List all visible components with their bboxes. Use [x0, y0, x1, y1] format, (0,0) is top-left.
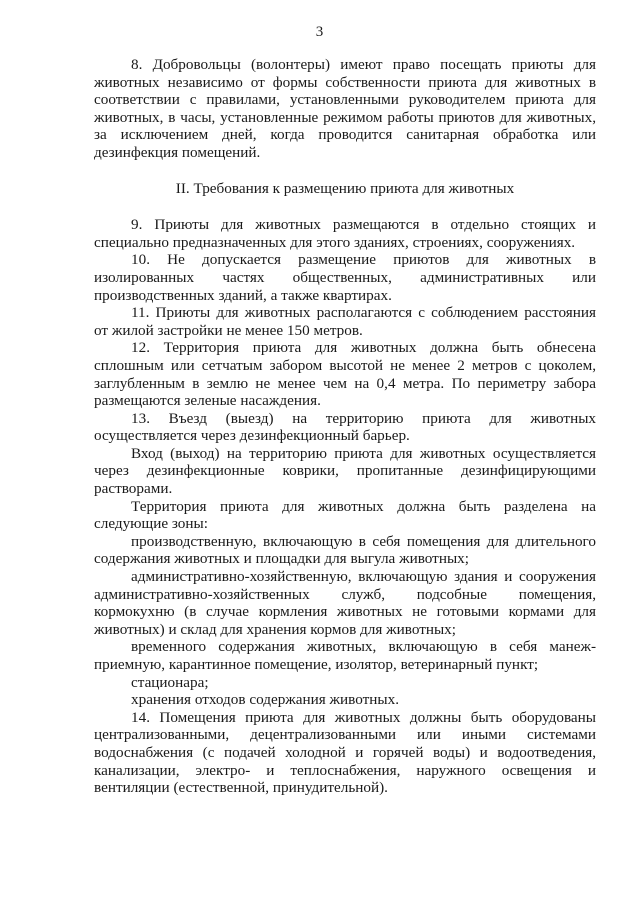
paragraph-13-entry: Вход (выход) на территорию приюта для животных осуществляется через дезинфекционные коврики, пропитанные дезинфицирующими растворами.	[94, 444, 596, 498]
zone-production: производственную, включающую в себя помещения для длительного содержания животных и площадки для выгула животных;	[94, 532, 596, 568]
document-body	[94, 56, 596, 797]
paragraph-11: 11. Приюты для животных располагаются с соблюдением расстояния от жилой застройки не менее 150 метров.	[94, 304, 596, 339]
zone-admin: административно-хозяйственную, включающую здания и сооружения административно-хозяйственных служб, подсобные помещения, кормокухню (в случае кормления животных не готовыми кормами для животных) и склад для хранения кормов для животных;	[94, 568, 596, 638]
paragraph-13: 13. Въезд (выезд) на территорию приюта для животных осуществляется через дезинфекционный барьер.	[94, 409, 596, 445]
page-number: 3	[315, 24, 324, 40]
section-heading: II. Требования к размещению приюта для животных	[175, 179, 515, 197]
paragraph-8: 8. Добровольцы (волонтеры) имеют право посещать приюты для животных независимо от формы собственности приюта для животных в соответствии с правилами, установленными руководителем приюта для животных, в часы, установленные режимом работы приютов для животных, за исключением дней, когда проводится санитарная обработка или дезинфекция помещений.	[94, 56, 596, 161]
paragraph-12: 12. Территория приюта для животных должна быть обнесена сплошным или сетчатым забором высотой не менее 2 метров с цоколем, заглубленным в землю не менее чем на 0,4 метра. По периметру забора размещаются зеленые насаждения.	[94, 339, 596, 410]
paragraph-10: 10. Не допускается размещение приютов для животных в изолированных частях общественных, административных или производственных зданий, а также квартирах.	[94, 251, 596, 304]
zone-waste: хранения отходов содержания животных.	[131, 691, 399, 709]
paragraph-9: 9. Приюты для животных размещаются в отдельно стоящих и специально предназначенных для этого зданиях, строениях, сооружениях.	[94, 216, 596, 251]
zone-temporary: временного содержания животных, включающую в себя манеж-приемную, карантинное помещение, изолятор, ветеринарный пункт;	[94, 638, 596, 673]
paragraph-14: 14. Помещения приюта для животных должны быть оборудованы централизованными, децентрализованными или иными системами водоснабжения (с подачей холодной и горячей воды) и водоотведения, канализации, электро- и теплоснабжения, наружного освещения и вентиляции (естественной, принудительной).	[94, 708, 596, 797]
zone-hospital: стационара;	[131, 673, 209, 691]
paragraph-13-zones: Территория приюта для животных должна быть разделена на следующие зоны:	[94, 497, 596, 533]
